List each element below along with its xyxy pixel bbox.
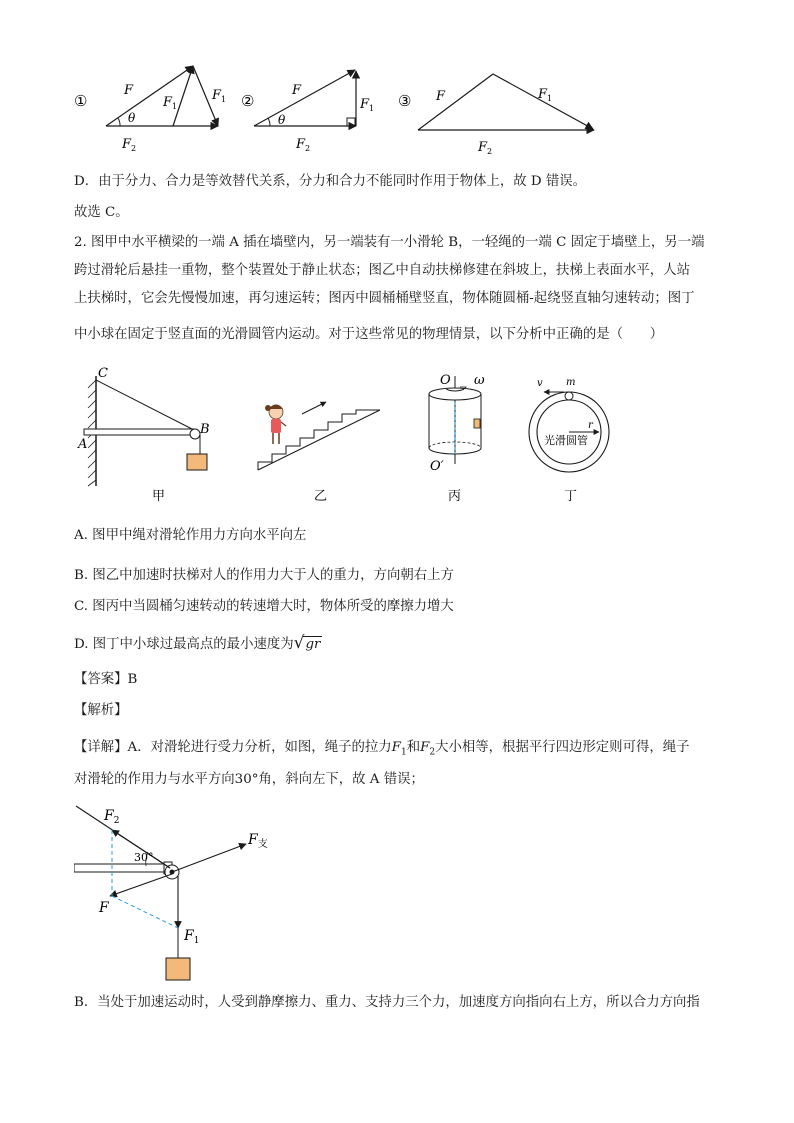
figure-jia xyxy=(77,366,210,504)
ball xyxy=(565,392,573,400)
prev-option-d: D．由于分力、合力是等效替代关系，分力和合力不能同时作用于物体上，故 D 错误。 xyxy=(74,174,587,189)
analysis-label: 【解析】 xyxy=(74,703,128,718)
vector-f1-a xyxy=(173,66,193,126)
option-d-radicand: gr xyxy=(305,637,321,652)
prev-choice: 故选 C。 xyxy=(74,205,129,220)
label-f2: $F_2$ xyxy=(122,137,137,153)
label-o-prime: O′ xyxy=(430,459,444,474)
figure-bing xyxy=(429,373,485,504)
label-omega: ω xyxy=(474,373,485,388)
label-v: v xyxy=(537,378,543,389)
rope xyxy=(96,380,192,429)
q2-stem-line-3: 上扶梯时，它会先慢慢加速，再匀速运转；图丙中圆桶桶壁竖直，物体随圆桶-起绕竖直轴匀速转动；图丁 xyxy=(74,291,695,306)
label-theta: θ xyxy=(278,113,286,127)
force-diagram xyxy=(74,800,304,985)
label-f: F xyxy=(292,83,302,98)
diagram-1-number: ① xyxy=(74,92,88,110)
label-f1-b: $F_1$ xyxy=(212,88,227,104)
label-m: m xyxy=(566,377,576,388)
label-f1: $F_1$ xyxy=(184,928,200,946)
object-block xyxy=(474,419,480,428)
option-c: C. 图丙中当圆桶匀速转动的转速增大时，物体所受的摩擦力增大 xyxy=(74,599,454,614)
beam xyxy=(84,429,194,435)
vector-f xyxy=(110,874,172,896)
detail-a-line-1: 【详解】A．对滑轮进行受力分析，如图，绳子的拉力$F_1$和$F_2$大小相等，根据平行四边形定则可得，绳子 xyxy=(74,740,690,758)
vector-f xyxy=(254,70,355,126)
option-d xyxy=(74,633,322,655)
label-f: F xyxy=(99,900,109,916)
figure-yi xyxy=(258,402,380,504)
label-angle: 30° xyxy=(134,851,154,864)
q2-stem-line-1: 2. 图甲中水平横梁的一端 A 插在墙壁内，另一端装有一小滑轮 B，一轻绳的一端 C 固定于墙壁上，另一端 xyxy=(74,235,705,250)
label-o: O xyxy=(440,373,451,388)
vector-f xyxy=(418,74,493,130)
diagram-2 xyxy=(241,70,374,153)
label-f2: $F_2$ xyxy=(478,140,493,156)
caption-bing: 丙 xyxy=(448,489,462,504)
diagram-1 xyxy=(74,66,226,153)
caption-jia: 甲 xyxy=(152,489,166,504)
answer: 【答案】B xyxy=(74,672,138,687)
sqrt-icon: √ xyxy=(293,633,305,653)
label-b: B xyxy=(200,422,210,437)
pulley xyxy=(190,429,200,439)
label-f-support: $F_支$ xyxy=(248,832,268,850)
caption-yi: 乙 xyxy=(314,489,328,504)
vector-f xyxy=(106,66,193,126)
diagram-2-number: ② xyxy=(241,92,255,110)
person-icon xyxy=(265,405,286,445)
label-f: F xyxy=(124,83,134,98)
diagram-3-number: ③ xyxy=(398,92,412,110)
caption-ding: 丁 xyxy=(564,489,578,504)
weight-block xyxy=(166,958,190,980)
figure-ding xyxy=(529,377,609,504)
detail-b-line: B．当处于加速运动时，人受到静摩擦力、重力、支持力三个力，加速度方向指向右上方，所以合力方向指 xyxy=(74,995,700,1010)
vector-f-support xyxy=(172,844,246,872)
option-b: B. 图乙中加速时扶梯对人的作用力大于人的重力，方向朝右上方 xyxy=(74,568,454,583)
label-f1: $F_1$ xyxy=(360,97,375,113)
label-f: F xyxy=(436,89,446,104)
detail-a-line-2: 对滑轮的作用力与水平方向30°角，斜向左下，故 A 错误； xyxy=(74,772,424,787)
diagram-3 xyxy=(398,74,594,156)
label-theta: θ xyxy=(128,111,136,125)
q2-stem-line-2: 跨过滑轮后悬挂一重物，整个装置处于静止状态；图乙中自动扶梯修建在斜坡上，扶梯上表面水平，人站 xyxy=(74,263,690,278)
q2-stem-line-4: 中小球在固定于竖直面的光滑圆管内运动。对于这些常见的物理情景，以下分析中正确的是（ ） xyxy=(74,327,664,342)
option-a: A. 图甲中绳对滑轮作用力方向水平向左 xyxy=(74,528,307,543)
direction-arrow xyxy=(302,402,326,414)
label-f1-a: $F_1$ xyxy=(163,95,178,111)
label-r: r xyxy=(588,420,593,431)
scenario-figures xyxy=(74,362,634,504)
label-tube: 光滑圆管 xyxy=(544,434,588,447)
label-f1: $F_1$ xyxy=(538,87,553,103)
vector-triangle-diagrams xyxy=(60,58,620,160)
label-f2: $F_2$ xyxy=(296,137,311,153)
label-f2: $F_2$ xyxy=(104,808,120,826)
option-d-text: D. 图丁中小球过最高点的最小速度为 xyxy=(74,637,294,652)
weight-block xyxy=(187,454,207,470)
label-a: A xyxy=(78,437,88,452)
label-c: C xyxy=(98,366,108,381)
beam xyxy=(74,864,164,872)
